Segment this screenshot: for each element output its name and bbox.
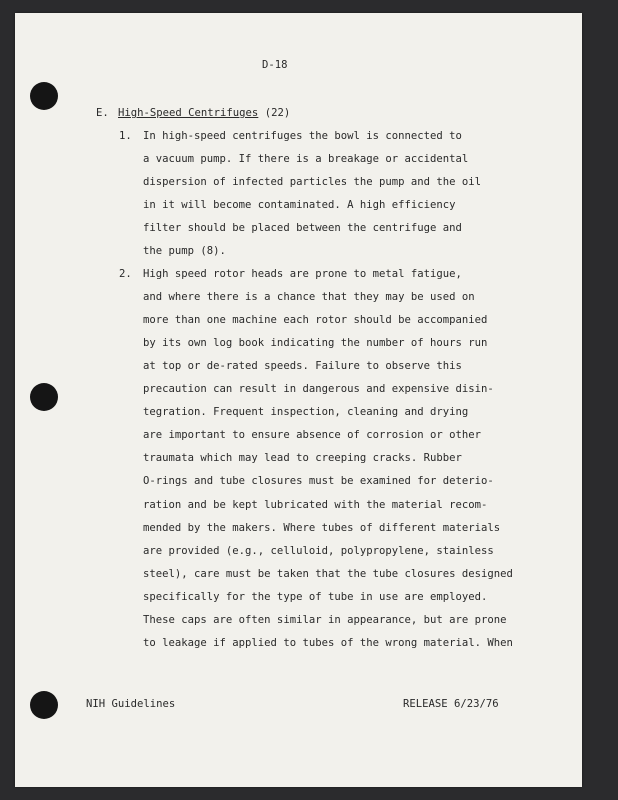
paragraph-line: mended by the makers. Where tubes of different materials: [143, 522, 501, 534]
page-number: D-18: [262, 59, 288, 71]
paragraph-line: ration and be kept lubricated with the material recom-: [143, 499, 488, 511]
paragraph-line: steel), care must be taken that the tube closures designed: [143, 568, 513, 580]
item-number: 1.: [119, 130, 132, 142]
punch-hole-top: [30, 82, 58, 110]
section-title: High-Speed Centrifuges: [118, 107, 259, 119]
paragraph-line: filter should be placed between the centrifuge and: [143, 222, 462, 234]
paragraph-line: specifically for the type of tube in use are employed.: [143, 591, 488, 603]
paragraph-line: traumata which may lead to creeping cracks. Rubber: [143, 452, 462, 464]
paragraph-line: O-rings and tube closures must be examined for deterio-: [143, 475, 494, 487]
section-heading: [118, 107, 290, 119]
section-reference: (22): [264, 107, 291, 119]
section-letter: E.: [96, 107, 109, 119]
document-page: [15, 13, 582, 787]
paragraph-line: dispersion of infected particles the pump and the oil: [143, 176, 482, 188]
paragraph-line: at top or de-rated speeds. Failure to observe this: [143, 360, 462, 372]
punch-hole-bottom: [30, 691, 58, 719]
paragraph-line: High speed rotor heads are prone to metal fatigue,: [143, 268, 462, 280]
punch-hole-middle: [30, 383, 58, 411]
paragraph-line: These caps are often similar in appearance, but are prone: [143, 614, 507, 626]
paragraph-line: precaution can result in dangerous and expensive disin-: [143, 383, 494, 395]
paragraph-line: to leakage if applied to tubes of the wrong material. When: [143, 637, 513, 649]
paragraph-line: the pump (8).: [143, 245, 226, 257]
paragraph-line: and where there is a chance that they may be used on: [143, 291, 475, 303]
paragraph-line: by its own log book indicating the number of hours run: [143, 337, 488, 349]
paragraph-line: a vacuum pump. If there is a breakage or accidental: [143, 153, 469, 165]
item-number: 2.: [119, 268, 132, 280]
paragraph-line: in it will become contaminated. A high efficiency: [143, 199, 456, 211]
paragraph-line: tegration. Frequent inspection, cleaning and drying: [143, 406, 469, 418]
footer-left: NIH Guidelines: [86, 698, 176, 710]
paragraph-line: In high-speed centrifuges the bowl is connected to: [143, 130, 462, 142]
footer-right: RELEASE 6/23/76: [403, 698, 499, 710]
paragraph-line: are provided (e.g., celluloid, polypropylene, stainless: [143, 545, 494, 557]
paragraph-line: are important to ensure absence of corrosion or other: [143, 429, 482, 441]
paragraph-line: more than one machine each rotor should be accompanied: [143, 314, 488, 326]
